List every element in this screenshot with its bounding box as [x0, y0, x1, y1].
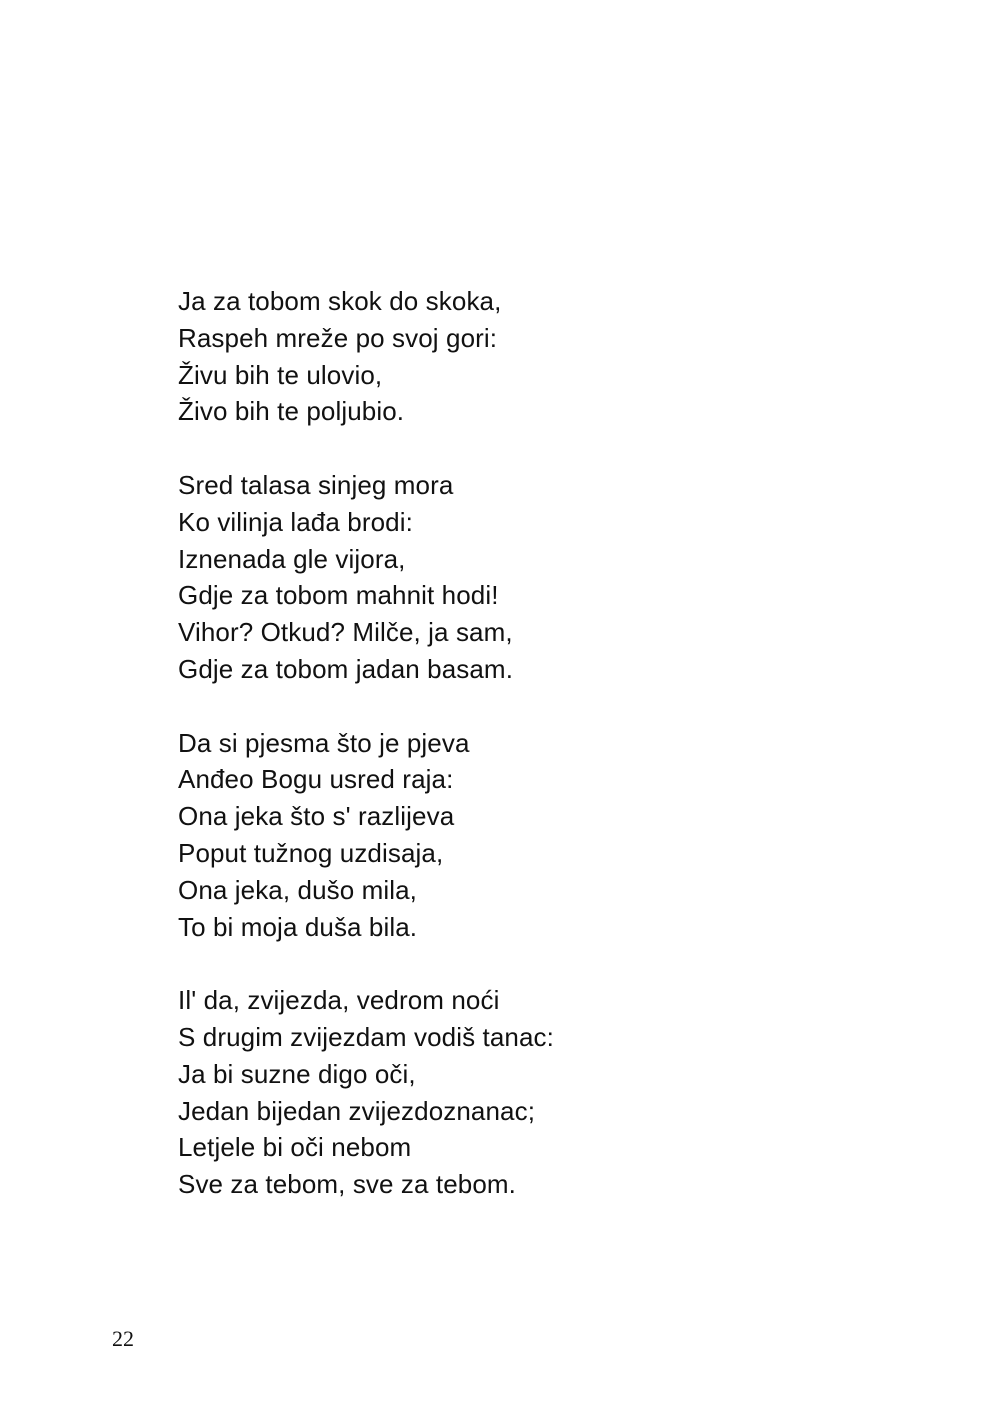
poem-line: S drugim zvijezdam vodiš tanac:: [178, 1021, 554, 1052]
poem-line: Ja za tobom skok do skoka,: [178, 286, 502, 316]
poem-line: Jedan bijedan zvijezdoznanac;: [178, 1095, 536, 1126]
poem-line: Letjele bi oči nebom: [178, 1132, 412, 1163]
poem-line: Iznenada gle vijora,: [178, 543, 406, 574]
page-number: 22: [112, 1326, 134, 1351]
stanza: [178, 283, 554, 430]
poem-line: Gdje za tobom jadan basam.: [178, 653, 514, 684]
poem-line: Sred talasa sinjeg mora: [178, 469, 454, 500]
poem-line: Da si pjesma što je pjeva: [178, 727, 470, 758]
stanza: [178, 982, 554, 1203]
poem-line: Živu bih te ulovio,: [178, 359, 383, 390]
poem-line: Poput tužnog uzdisaja,: [178, 837, 444, 868]
poem-line: To bi moja duša bila.: [178, 911, 418, 942]
poem-line: Ona jeka što s' razlijeva: [178, 801, 455, 832]
stanza: [178, 725, 554, 946]
poem-line: Ona jeka, dušo mila,: [178, 874, 418, 905]
poem-line: Sve za tebom, sve za tebom.: [178, 1169, 516, 1200]
poem-line: Vihor? Otkud? Milče, ja sam,: [178, 617, 513, 648]
poem-line: Gdje za tobom mahnit hodi!: [178, 580, 499, 611]
poem-line: Ko vilinja lađa brodi:: [178, 506, 413, 537]
poem-line: Živo bih te poljubio.: [178, 396, 405, 427]
poem-line: Raspeh mreže po svoj gori:: [178, 322, 498, 353]
poem-line: Il' da, zvijezda, vedrom noći: [178, 985, 500, 1016]
poem-line: Anđeo Bogu usred raja:: [178, 764, 454, 795]
poem-line: Ja bi suzne digo oči,: [178, 1058, 416, 1089]
stanza: [178, 467, 554, 688]
poem: [178, 283, 554, 1203]
